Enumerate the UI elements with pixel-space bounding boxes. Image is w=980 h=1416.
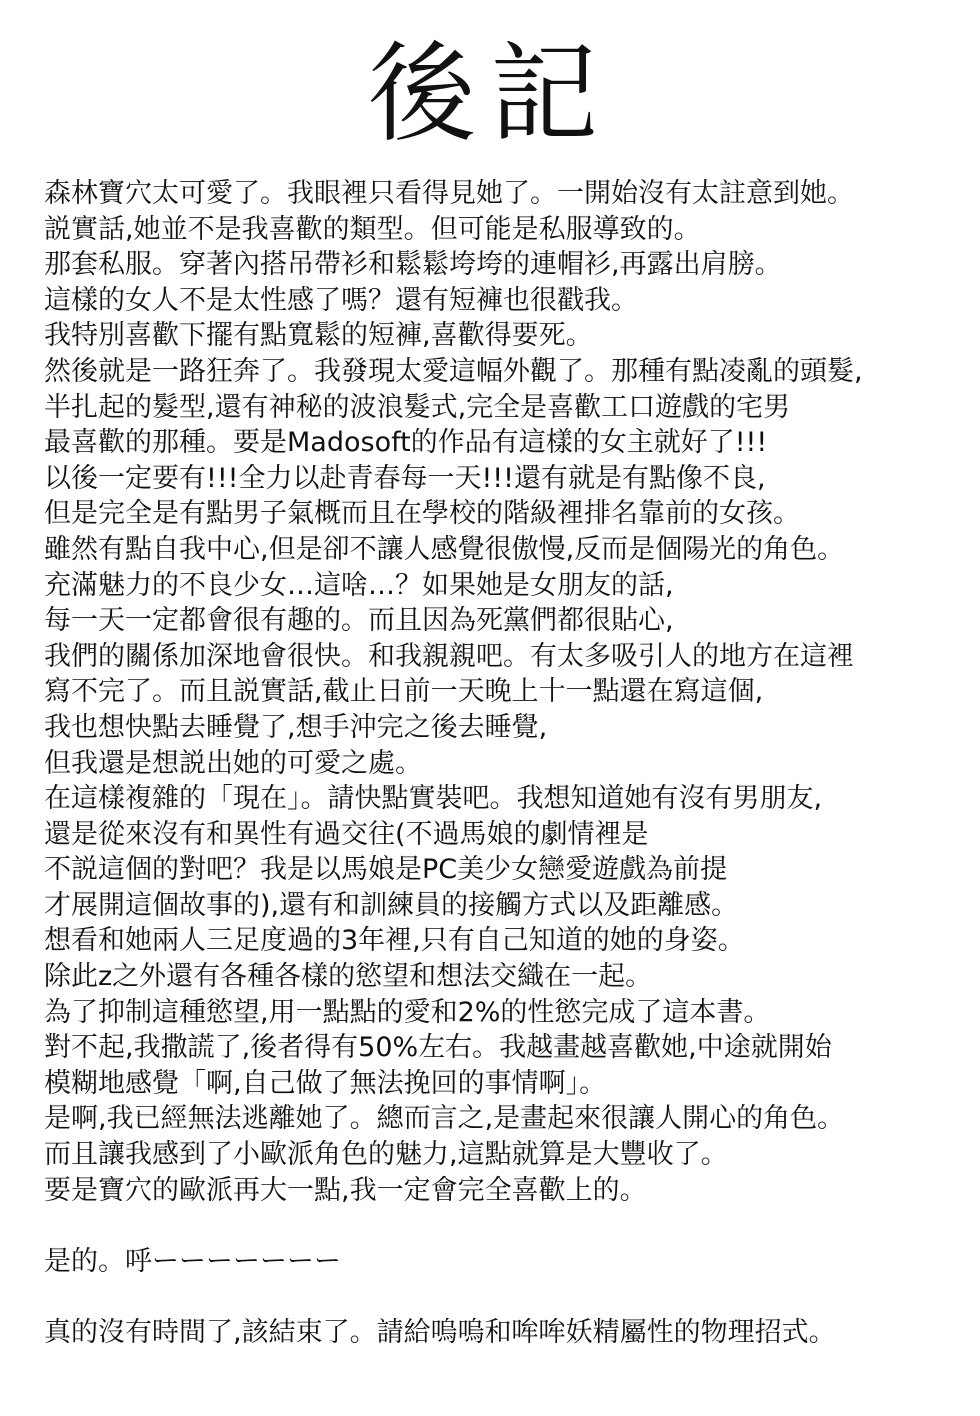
text-line: 每一天一定都會很有趣的。而且因為死黨們都很貼心,: [44, 605, 674, 637]
text-line: 但我還是想説出她的可愛之處。: [44, 747, 422, 779]
text-line: 想看和她兩人三足度過的3年裡,只有自己知道的她的身姿。: [44, 925, 745, 957]
text-line: 對不起,我撒謊了,後者得有50%左右。我越畫越喜歡她,中途就開始: [44, 1032, 832, 1064]
text-line: 那套私服。穿著內搭吊帶衫和鬆鬆垮垮的連帽衫,再露出肩膀。: [44, 249, 782, 281]
text-line: 森林寶穴太可愛了。我眼裡只看得見她了。一開始沒有太註意到她。: [44, 178, 854, 209]
text-line: 我們的關係加深地會很快。和我親親吧。有太多吸引人的地方在這裡: [44, 640, 854, 672]
text-line: 我特別喜歡下擺有點寬鬆的短褲,喜歡得要死。: [44, 320, 593, 352]
text-line: 寫不完了。而且説實話,截止日前一天晚上十一點還在寫這個,: [44, 676, 764, 708]
text-line: 充滿魅力的不良少女…這啥…？如果她是女朋友的話,: [44, 569, 674, 601]
text-line: 是的。呼ーーーーーーー: [44, 1245, 341, 1277]
text-line: 模糊地感覺「啊,自己做了無法挽回的事情啊」。: [44, 1067, 607, 1099]
blank-line: [44, 1208, 964, 1244]
text-line: 真的沒有時間了,該結束了。請給嗚嗚和哞哞妖精屬性的物理招式。: [44, 1317, 836, 1348]
text-line: 最喜歡的那種。要是Madosoft的作品有這樣的女主就好了!!!: [44, 427, 768, 459]
blank-line: [44, 1279, 964, 1315]
text-line: 除此z之外還有各種各樣的慾望和想法交織在一起。: [44, 961, 653, 993]
text-line: 而且讓我感到了小歐派角色的魅力,這點就算是大豐收了。: [44, 1139, 728, 1171]
text-line: 但是完全是有點男子氣概而且在學校的階級裡排名靠前的女孩。: [44, 498, 800, 530]
text-line: 在這樣複雜的「現在」。請快點實裝吧。我想知道她有沒有男朋友,: [44, 783, 823, 815]
afterword-body: [44, 176, 964, 1351]
text-line: 不説這個的對吧？我是以馬娘是PC美少女戀愛遊戲為前提: [44, 854, 728, 886]
text-line: 半扎起的髮型,還有神秘的波浪髮式,完全是喜歡工口遊戲的宅男: [44, 391, 791, 423]
text-line: 為了抑制這種慾望,用一點點的愛和2%的性慾完成了這本書。: [44, 996, 771, 1028]
text-line: 這樣的女人不是太性感了嗎？還有短褲也很戳我。: [44, 284, 638, 316]
text-line: 雖然有點自我中心,但是卻不讓人感覺很傲慢,反而是個陽光的角色。: [44, 533, 845, 565]
text-line: 才展開這個故事的),還有和訓練員的接觸方式以及距離感。: [44, 889, 739, 921]
text-line: 我也想快點去睡覺了,想手沖完之後去睡覺,: [44, 711, 548, 743]
text-line: 要是寶穴的歐派再大一點,我一定會完全喜歡上的。: [44, 1174, 647, 1206]
text-line: 然後就是一路狂奔了。我發現太愛這幅外觀了。那種有點凌亂的頭髮,: [44, 355, 863, 387]
text-line: 還是從來沒有和異性有過交往(不過馬娘的劇情裡是: [44, 818, 649, 850]
text-line: 是啊,我已經無法逃離她了。總而言之,是畫起來很讓人開心的角色。: [44, 1103, 845, 1135]
text-line: 説實話,她並不是我喜歡的類型。但可能是私服導致的。: [44, 213, 701, 245]
text-line: 以後一定要有!!!全力以赴青春每一天!!!還有就是有點像不良,: [44, 462, 766, 494]
page-title: 後記: [367, 32, 612, 157]
